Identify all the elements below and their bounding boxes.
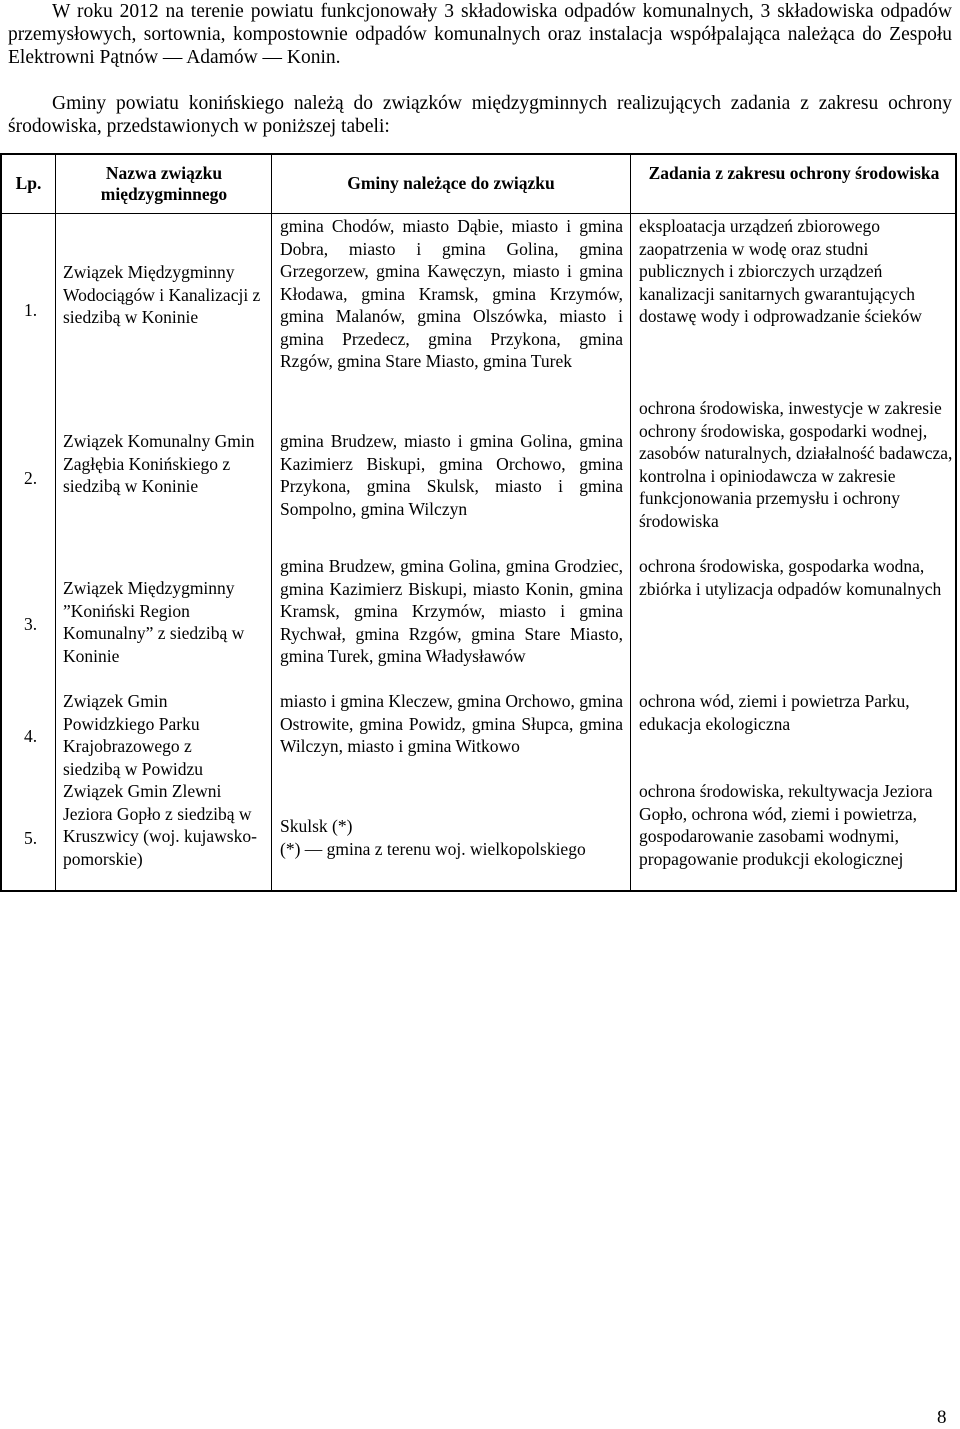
row-number: 4. [24,726,38,746]
member-municipalities: miasto i gmina Kleczew, gmina Orchowo, gmina Ostrowite, gmina Powidz, gmina Słupca, gmina Wilczyn, miasto i gmina Witkowo [280,691,623,756]
union-name: Związek Międzygminny ”Koniński Region Komunalny” z siedzibą w Koninie [63,578,245,666]
column-divider [271,155,272,890]
union-name: Związek Gmin Zlewni Jeziora Gopło z siedzibą w Kruszwicy (woj. kujawsko-pomorskie) [63,781,257,869]
union-tasks: ochrona środowiska, gospodarka wodna, zbiórka i utylizacja odpadów komunalnych [639,556,942,599]
column-divider [630,155,631,890]
member-municipalities: gmina Chodów, miasto Dąbie, miasto i gmina Dobra, miasto i gmina Golina, gmina Grzegorzew, gmina Kawęczyn, miasto i gmina Kłodawa, gmina Kramsk, gmina Krzymów, gmina Malanów, gmina Olszówka, miasto i gmina Przedecz, gmina Przykona, gmina Rzgów, gmina Stare Miasto, gmina Turek [280,216,623,371]
member-municipalities: gmina Brudzew, miasto i gmina Golina, gmina Kazimierz Biskupi, gmina Orchowo, gmina Przykona, gmina Skulsk, miasto i gmina Sompolno, gmina Wilczyn [280,431,623,519]
row-number: 2. [24,468,38,488]
intro-paragraph: W roku 2012 na terenie powiatu funkcjonowały 3 składowiska odpadów komunalnych, 3 składowiska odpadów przemysłowych, sortownia, kompostownie odpadów komunalnych oraz instalacja współpalająca należąca do Zespołu Elektrowni Pątnów — Adamów — Konin. [8,1,952,68]
member-municipalities-note [280,815,623,860]
municipality-skulsk: Skulsk (*) [280,816,353,836]
union-tasks: ochrona środowiska, inwestycje w zakresie ochrony środowiska, gospodarki wodnej, zasobów naturalnych, działalność badawcza, kontrolna i opiniodawcza w zakresie funkcjonowania przemysłu i ochrony środowiska [639,398,953,531]
row-number: 5. [24,828,38,848]
union-tasks: ochrona środowiska, rekultywacja Jeziora Gopło, ochrona wód, ziemi i powietrza, gospodarowanie zasobami wodnymi, propagowanie produkcji ekologicznej [639,781,933,869]
header-divider [2,213,955,214]
union-name: Związek Gmin Powidzkiego Parku Krajobrazowego z siedzibą w Powidzu [63,691,203,779]
header-lp: Lp. [15,173,42,193]
member-municipalities: gmina Brudzew, gmina Golina, gmina Grodziec, gmina Kazimierz Biskupi, miasto Konin, gmina Kramsk, gmina Krzymów, miasto i gmina Rychwał, gmina Rzgów, gmina Stare Miasto, gmina Turek, gmina Władysławów [280,556,623,666]
union-name: Związek Komunalny Gmin Zagłębia Konińskiego z siedzibą w Koninie [63,431,255,496]
row-number: 3. [24,614,38,634]
union-name: Związek Międzygminny Wodociągów i Kanalizacji z siedzibą w Koninie [63,262,261,327]
page-number: 8 [937,1407,947,1428]
table-intro-paragraph: Gminy powiatu konińskiego należą do związków międzygminnych realizujących zadania z zakresu ochrony środowiska, przedstawionych w poniższej tabeli: [8,93,952,137]
union-tasks: ochrona wód, ziemi i powietrza Parku, edukacja ekologiczna [639,691,910,734]
header-tasks: Zadania z zakresu ochrony środowiska [648,163,940,183]
column-divider [55,155,56,890]
union-tasks: eksploatacja urządzeń zbiorowego zaopatrzenia w wodę oraz studni publicznych i zbiorczych urządzeń kanalizacji sanitarnych gwarantujących dostawę wody i odprowadzanie ścieków [639,216,922,326]
footnote: (*) — gmina z terenu woj. wielkopolskiego [280,838,586,859]
header-union-name: Nazwa związku międzygminnego [100,163,228,204]
header-municipalities: Gminy należące do związku [347,173,555,193]
unions-table [0,153,957,892]
row-number: 1. [24,300,38,320]
